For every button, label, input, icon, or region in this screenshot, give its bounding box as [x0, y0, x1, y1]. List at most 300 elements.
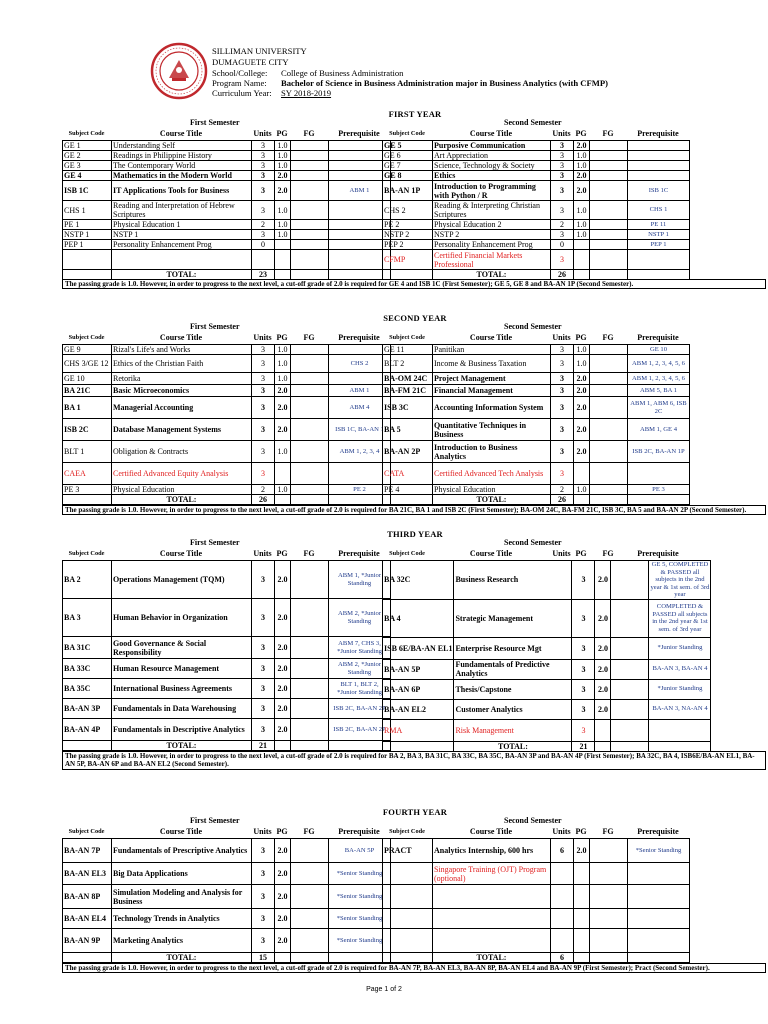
- course-title-cell: Customer Analytics: [454, 699, 572, 719]
- prerequisite-cell: BA-AN 5P: [329, 839, 391, 863]
- subject-code-cell: BA 33C: [63, 659, 112, 679]
- subject-code-header: Subject Code: [389, 550, 425, 557]
- program-value: Bachelor of Science in Business Administration major in Business Analytics (with CFMP): [281, 78, 608, 88]
- prerequisite-cell: [628, 141, 690, 151]
- course-title-cell: Physical Education: [433, 485, 551, 495]
- pg-cell: 1.0: [574, 201, 590, 220]
- second-semester-heading: Second Semester: [504, 816, 562, 825]
- course-row: [63, 161, 391, 171]
- first-semester-heading: First Semester: [190, 322, 240, 331]
- units-header: Units: [552, 333, 571, 342]
- course-row: [383, 561, 711, 600]
- course-title-cell: Panitikan: [433, 345, 551, 355]
- course-row: [63, 929, 391, 953]
- fg-cell: [590, 250, 628, 270]
- course-title-header: Course Title: [159, 333, 203, 342]
- fg-cell: [291, 250, 329, 270]
- pg-cell: 2.0: [595, 699, 611, 719]
- prerequisite-cell: ABM 5, BA 1: [628, 385, 690, 397]
- subject-code-header: Subject Code: [68, 130, 105, 137]
- curriculum-year-value: SY 2018-2019: [281, 88, 332, 98]
- subject-code-cell: PE 2: [383, 220, 433, 230]
- total-label: TOTAL:: [433, 953, 551, 963]
- subject-code-cell: BA-AN EL2: [383, 699, 454, 719]
- course-row: [383, 141, 690, 151]
- total-pg: [595, 741, 611, 751]
- pg-cell: 1.0: [275, 373, 291, 385]
- pg-cell: 1.0: [275, 141, 291, 151]
- pg-cell: 2.0: [595, 679, 611, 699]
- course-title-cell: International Business Agreements: [112, 679, 252, 699]
- fg-cell: [611, 679, 649, 699]
- course-row: [383, 201, 690, 220]
- pg-cell: 2.0: [595, 599, 611, 637]
- course-row: [63, 909, 391, 929]
- course-row: [63, 699, 391, 719]
- subject-code-cell: BA 1: [63, 397, 112, 419]
- fg-header: FG: [303, 129, 315, 138]
- subject-code-cell: GE 3: [63, 161, 112, 171]
- pg-cell: [275, 463, 291, 485]
- fg-cell: [590, 161, 628, 171]
- prerequisite-cell: ISB 2C, BA-AN 2P: [329, 699, 391, 719]
- first-semester-table: [62, 140, 391, 280]
- total-label: TOTAL:: [112, 495, 252, 505]
- total-pg: [574, 270, 590, 280]
- subject-code-cell: CFMP: [383, 250, 433, 270]
- units-cell: 3: [572, 561, 595, 600]
- pg-cell: 1.0: [275, 230, 291, 240]
- course-title-cell: [112, 250, 252, 270]
- subject-code-cell: BLT 2: [383, 355, 433, 373]
- prerequisite-cell: *Senior Standing: [329, 863, 391, 885]
- prerequisite-cell: [628, 863, 690, 885]
- pg-cell: 2.0: [574, 397, 590, 419]
- prerequisite-cell: PEP 1: [628, 240, 690, 250]
- fg-cell: [590, 345, 628, 355]
- prerequisite-cell: *Senior Standing: [329, 885, 391, 909]
- course-title-cell: Marketing Analytics: [112, 929, 252, 953]
- course-title-cell: Certified Advanced Tech Analysis: [433, 463, 551, 485]
- pg-cell: 2.0: [275, 909, 291, 929]
- subject-code-cell: CHS 1: [63, 201, 112, 220]
- units-cell: 3: [252, 599, 275, 637]
- course-row: [383, 171, 690, 181]
- prerequisite-header: Prerequisite: [637, 129, 679, 138]
- course-row: [383, 909, 690, 929]
- units-cell: 3: [252, 373, 275, 385]
- pg-cell: 1.0: [275, 441, 291, 463]
- prerequisite-cell: ABM 1: [329, 385, 391, 397]
- total-units: 15: [252, 953, 275, 963]
- total-units: 26: [551, 495, 574, 505]
- second-semester-heading: Second Semester: [504, 538, 562, 547]
- passing-grade-note: The passing grade is 1.0. However, in order to progress to the next level, a cut-off grade of 2.0 is required for BA 2, BA 3, BA 31C, BA 33C, BA 35C, BA-AN 3P and BA-AN 4P (First Semester); BA 32C, BA 4, ISB6E/BA-AN EL1, BA-AN 5P, BA-AN 6P and BA-AN EL2 (Second Semester).: [62, 751, 766, 770]
- course-row: [383, 659, 711, 679]
- program-label: Program Name:: [212, 78, 267, 88]
- units-header: Units: [552, 827, 571, 836]
- prerequisite-cell: ISB 2C, BA-AN 1P: [628, 441, 690, 463]
- total-spacer: [383, 495, 433, 505]
- units-cell: 3: [252, 463, 275, 485]
- subject-code-header: Subject Code: [389, 828, 425, 835]
- subject-code-cell: BA 2: [63, 561, 112, 599]
- course-row: [63, 637, 391, 659]
- year-title: FIRST YEAR: [388, 109, 442, 119]
- prerequisite-cell: ABM 2, *Junior Standing: [329, 659, 391, 679]
- pg-cell: 1.0: [574, 230, 590, 240]
- course-title-cell: Art Appreciation: [433, 151, 551, 161]
- fg-cell: [291, 373, 329, 385]
- fg-cell: [590, 485, 628, 495]
- school-value: College of Business Administration: [281, 68, 404, 78]
- course-title-cell: NSTP 2: [433, 230, 551, 240]
- course-title-cell: Understanding Self: [112, 141, 252, 151]
- units-cell: 3: [252, 863, 275, 885]
- pg-cell: 1.0: [275, 355, 291, 373]
- course-row: [383, 699, 711, 719]
- course-row: [383, 419, 690, 441]
- course-title-cell: Obligation & Contracts: [112, 441, 252, 463]
- prerequisite-cell: ABM 7, CHS 3, *Junior Standing: [329, 637, 391, 659]
- pg-cell: [275, 250, 291, 270]
- course-row: [383, 885, 690, 909]
- units-cell: 2: [252, 485, 275, 495]
- course-row: [383, 839, 690, 863]
- fg-cell: [291, 397, 329, 419]
- course-row: [383, 250, 690, 270]
- course-title-cell: Personality Enhancement Prog: [433, 240, 551, 250]
- course-row: [63, 171, 391, 181]
- course-title-cell: Physical Education: [112, 485, 252, 495]
- fg-cell: [590, 355, 628, 373]
- pg-cell: 2.0: [275, 885, 291, 909]
- fg-cell: [291, 419, 329, 441]
- fg-cell: [291, 885, 329, 909]
- units-cell: 3: [252, 151, 275, 161]
- units-cell: 3: [252, 909, 275, 929]
- fg-header: FG: [602, 333, 614, 342]
- units-cell: 3: [252, 419, 275, 441]
- passing-grade-note: The passing grade is 1.0. However, in order to progress to the next level, a cut-off grade of 2.0 is required for GE 4 and ISB 1C (First Semester); GE 5, GE 8 and BA-AN 1P (Second Semester).: [62, 279, 766, 289]
- units-cell: 3: [572, 599, 595, 637]
- fg-cell: [590, 151, 628, 161]
- pg-cell: 1.0: [574, 220, 590, 230]
- course-title-cell: Physical Education 2: [433, 220, 551, 230]
- pg-cell: 2.0: [574, 419, 590, 441]
- course-title-cell: Science, Technology & Society: [433, 161, 551, 171]
- course-title-cell: Singapore Training (OJT) Program (optional): [433, 863, 551, 885]
- course-title-cell: Risk Management: [454, 719, 572, 741]
- fg-cell: [291, 441, 329, 463]
- total-label: TOTAL:: [454, 741, 572, 751]
- units-cell: 3: [252, 659, 275, 679]
- course-title-cell: Retorika: [112, 373, 252, 385]
- prerequisite-cell: PE 2: [329, 485, 391, 495]
- course-title-cell: Accounting Information System: [433, 397, 551, 419]
- prerequisite-cell: [628, 151, 690, 161]
- total-units: 26: [551, 270, 574, 280]
- subject-code-cell: GE 11: [383, 345, 433, 355]
- subject-code-cell: BA 35C: [63, 679, 112, 699]
- total-fg: [611, 741, 649, 751]
- subject-code-cell: GE 9: [63, 345, 112, 355]
- university-city: DUMAGUETE CITY: [212, 57, 289, 67]
- subject-code-cell: BA-AN 2P: [383, 441, 433, 463]
- fg-header: FG: [303, 549, 315, 558]
- subject-code-cell: BA 5: [383, 419, 433, 441]
- pg-cell: 1.0: [574, 161, 590, 171]
- pg-cell: 1.0: [275, 345, 291, 355]
- pg-cell: 2.0: [595, 659, 611, 679]
- pg-cell: 2.0: [574, 839, 590, 863]
- subject-code-cell: GE 5: [383, 141, 433, 151]
- pg-cell: 2.0: [275, 599, 291, 637]
- first-semester-heading: First Semester: [190, 118, 240, 127]
- pg-cell: 2.0: [574, 181, 590, 201]
- units-cell: 3: [551, 463, 574, 485]
- units-header: Units: [253, 129, 272, 138]
- pg-header: PG: [276, 129, 288, 138]
- course-row: [383, 355, 690, 373]
- units-cell: [551, 863, 574, 885]
- total-fg: [291, 270, 329, 280]
- course-row: [383, 637, 711, 659]
- units-cell: 3: [572, 679, 595, 699]
- pg-header: PG: [575, 333, 587, 342]
- prerequisite-cell: ABM 1: [329, 181, 391, 201]
- total-units: 6: [551, 953, 574, 963]
- pg-cell: 1.0: [574, 345, 590, 355]
- pg-cell: [574, 863, 590, 885]
- university-name: SILLIMAN UNIVERSITY: [212, 46, 307, 56]
- prerequisite-cell: BLT 1, BLT 2, *Junior Standing: [329, 679, 391, 699]
- course-title-cell: Managerial Accounting: [112, 397, 252, 419]
- units-cell: 3: [551, 345, 574, 355]
- units-cell: 3: [252, 345, 275, 355]
- total-row: [63, 495, 391, 505]
- total-pre: [628, 953, 690, 963]
- prerequisite-header: Prerequisite: [338, 827, 380, 836]
- course-row: [63, 373, 391, 385]
- pg-cell: [574, 240, 590, 250]
- fg-cell: [291, 220, 329, 230]
- prerequisite-cell: COMPLETED & PASSED all subjects in the 2nd year & 1st sem. of 3rd year: [649, 599, 711, 637]
- total-pg: [574, 495, 590, 505]
- fg-cell: [611, 637, 649, 659]
- pg-header: PG: [276, 333, 288, 342]
- total-pre: [649, 741, 711, 751]
- prerequisite-cell: ABM 1, 2, 3, 4, 5, 6: [628, 355, 690, 373]
- total-pg: [275, 741, 291, 751]
- first-semester-heading: First Semester: [190, 538, 240, 547]
- units-cell: 3: [572, 719, 595, 741]
- units-cell: 3: [252, 885, 275, 909]
- subject-code-cell: BLT 1: [63, 441, 112, 463]
- course-row: [63, 659, 391, 679]
- subject-code-cell: BA-OM 24C: [383, 373, 433, 385]
- subject-code-header: Subject Code: [68, 550, 105, 557]
- total-row: [383, 495, 690, 505]
- course-row: [383, 230, 690, 240]
- course-row: [63, 201, 391, 220]
- fg-cell: [291, 599, 329, 637]
- fg-cell: [291, 141, 329, 151]
- course-row: [63, 151, 391, 161]
- pg-cell: 2.0: [275, 181, 291, 201]
- fg-cell: [291, 485, 329, 495]
- units-cell: 0: [252, 240, 275, 250]
- total-units: 21: [252, 741, 275, 751]
- course-title-header: Course Title: [159, 827, 203, 836]
- subject-code-cell: BA 32C: [383, 561, 454, 600]
- subject-code-cell: GE 7: [383, 161, 433, 171]
- units-cell: 3: [252, 637, 275, 659]
- units-cell: 3: [551, 397, 574, 419]
- pg-cell: 2.0: [275, 561, 291, 599]
- fg-cell: [291, 385, 329, 397]
- fg-cell: [291, 909, 329, 929]
- units-cell: 3: [551, 419, 574, 441]
- pg-cell: 2.0: [275, 863, 291, 885]
- subject-code-cell: BA-AN EL4: [63, 909, 112, 929]
- fg-cell: [291, 699, 329, 719]
- course-row: [63, 345, 391, 355]
- course-title-cell: Certified Advanced Equity Analysis: [112, 463, 252, 485]
- pg-cell: 2.0: [595, 637, 611, 659]
- course-row: [63, 441, 391, 463]
- course-row: [63, 141, 391, 151]
- course-row: [63, 230, 391, 240]
- fg-cell: [291, 161, 329, 171]
- course-title-cell: Project Management: [433, 373, 551, 385]
- pg-cell: 1.0: [574, 485, 590, 495]
- pg-cell: 2.0: [275, 419, 291, 441]
- subject-code-cell: CHS 3/GE 12: [63, 355, 112, 373]
- units-cell: 2: [252, 220, 275, 230]
- subject-code-cell: GE 2: [63, 151, 112, 161]
- fg-cell: [590, 373, 628, 385]
- course-row: [63, 220, 391, 230]
- course-title-cell: IT Applications Tools for Business: [112, 181, 252, 201]
- course-title-cell: [433, 929, 551, 953]
- fg-cell: [291, 719, 329, 741]
- course-row: [383, 220, 690, 230]
- second-semester-table: [382, 838, 690, 963]
- prerequisite-cell: ISB 1C, BA-AN 1: [329, 419, 391, 441]
- course-row: [63, 719, 391, 741]
- total-label: TOTAL:: [112, 270, 252, 280]
- prerequisite-header: Prerequisite: [338, 129, 380, 138]
- course-title-cell: Technology Trends in Analytics: [112, 909, 252, 929]
- course-row: [383, 181, 690, 201]
- fg-cell: [590, 240, 628, 250]
- units-cell: 3: [252, 397, 275, 419]
- fg-cell: [291, 839, 329, 863]
- units-cell: 3: [551, 151, 574, 161]
- fg-cell: [590, 463, 628, 485]
- prerequisite-cell: ISB 1C: [628, 181, 690, 201]
- prerequisite-cell: [649, 719, 711, 741]
- units-cell: 6: [551, 839, 574, 863]
- course-row: [63, 863, 391, 885]
- subject-code-cell: CATA: [383, 463, 433, 485]
- subject-code-cell: BA 21C: [63, 385, 112, 397]
- fg-cell: [590, 230, 628, 240]
- units-cell: 3: [252, 929, 275, 953]
- pg-cell: 2.0: [275, 839, 291, 863]
- subject-code-header: Subject Code: [68, 334, 105, 341]
- fg-cell: [291, 240, 329, 250]
- pg-header: PG: [276, 549, 288, 558]
- total-fg: [590, 270, 628, 280]
- pg-cell: 2.0: [275, 171, 291, 181]
- prerequisite-cell: *Senior Standing: [628, 839, 690, 863]
- fg-cell: [611, 561, 649, 600]
- subject-code-cell: [383, 909, 433, 929]
- subject-code-cell: BA 31C: [63, 637, 112, 659]
- course-row: [383, 240, 690, 250]
- pg-cell: [275, 240, 291, 250]
- subject-code-cell: PRACT: [383, 839, 433, 863]
- subject-code-cell: BA-AN 9P: [63, 929, 112, 953]
- prerequisite-cell: [628, 909, 690, 929]
- pg-cell: 2.0: [275, 719, 291, 741]
- subject-code-cell: BA-AN 8P: [63, 885, 112, 909]
- pg-cell: 2.0: [275, 679, 291, 699]
- course-title-cell: Fundamentals in Descriptive Analytics: [112, 719, 252, 741]
- units-cell: 3: [551, 441, 574, 463]
- fg-cell: [291, 151, 329, 161]
- course-row: [63, 240, 391, 250]
- course-row: [63, 250, 391, 270]
- fg-cell: [291, 230, 329, 240]
- course-title-cell: [433, 885, 551, 909]
- course-title-cell: Human Behavior in Organization: [112, 599, 252, 637]
- course-title-cell: Fundamentals in Data Warehousing: [112, 699, 252, 719]
- prerequisite-cell: PE 3: [628, 485, 690, 495]
- subject-code-cell: BA-AN 6P: [383, 679, 454, 699]
- subject-code-cell: PE 4: [383, 485, 433, 495]
- course-title-cell: Personality Enhancement Prog: [112, 240, 252, 250]
- subject-code-cell: ISB 1C: [63, 181, 112, 201]
- total-label: TOTAL:: [433, 270, 551, 280]
- course-row: [63, 463, 391, 485]
- units-cell: 0: [551, 240, 574, 250]
- units-cell: [551, 929, 574, 953]
- total-row: [63, 741, 391, 751]
- prerequisite-cell: [628, 171, 690, 181]
- total-pg: [574, 953, 590, 963]
- units-cell: 3: [551, 141, 574, 151]
- fg-header: FG: [303, 333, 315, 342]
- prerequisite-header: Prerequisite: [637, 549, 679, 558]
- course-row: [383, 345, 690, 355]
- fg-cell: [291, 929, 329, 953]
- prerequisite-header: Prerequisite: [637, 827, 679, 836]
- course-row: [383, 863, 690, 885]
- total-fg: [590, 495, 628, 505]
- fg-cell: [590, 181, 628, 201]
- total-fg: [291, 953, 329, 963]
- total-units: 21: [572, 741, 595, 751]
- fg-cell: [590, 141, 628, 151]
- subject-code-cell: NSTP 2: [383, 230, 433, 240]
- fg-cell: [590, 171, 628, 181]
- total-pg: [275, 953, 291, 963]
- units-cell: 3: [551, 181, 574, 201]
- total-fg: [291, 495, 329, 505]
